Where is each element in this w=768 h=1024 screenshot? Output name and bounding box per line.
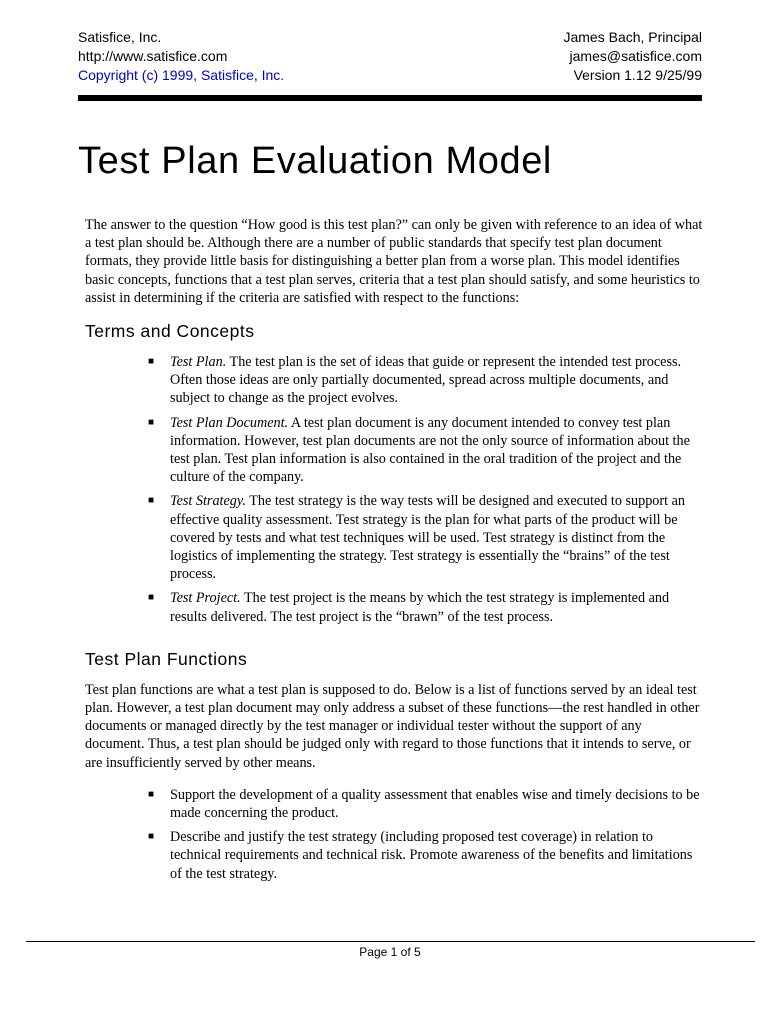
footer-divider bbox=[26, 941, 755, 942]
header-right-block bbox=[563, 28, 702, 85]
list-item bbox=[148, 786, 703, 822]
term-label: Test Plan Document. bbox=[170, 414, 289, 431]
document-title: Test Plan Evaluation Model bbox=[78, 140, 552, 182]
bullet-square-icon: ■ bbox=[148, 356, 155, 368]
section-heading-terms: Terms and Concepts bbox=[85, 321, 255, 342]
functions-intro-paragraph: Test plan functions are what a test plan is supposed to do. Below is a list of functions served by an ideal test plan. However, a test plan document may only address a subset of these functions—the rest handled in other documents or managed directly by the test manager or individual tester without the support of any document. Thus, a test plan should be judged only with regard to those functions that it intends to serve, or are insufficiently served by other means. bbox=[85, 681, 700, 771]
function-text: Describe and justify the test strategy (including proposed test coverage) in relation to technical requirements and technical risk. Promote awareness of the benefits and limitations of the test strategy. bbox=[170, 829, 693, 882]
term-definition: The test strategy is the way tests will be designed and executed to support an effective quality assessment. Test strategy is the plan for what parts of the product will be covered by tests and what test techniques will be used. Test strategy is distinct from the logistics of implementing the strategy. Test strategy is essentially the “brains” of the test process. bbox=[170, 493, 685, 583]
list-item bbox=[148, 589, 703, 625]
version-text: Version 1.12 9/25/99 bbox=[573, 67, 702, 83]
bullet-square-icon: ■ bbox=[148, 788, 155, 800]
company-name: Satisfice, Inc. bbox=[78, 29, 162, 45]
page-number: Page 1 of 5 bbox=[359, 945, 421, 959]
bullet-square-icon: ■ bbox=[148, 416, 155, 428]
list-item bbox=[148, 353, 703, 408]
copyright-link[interactable]: Copyright (c) 1999, Satisfice, Inc. bbox=[78, 67, 285, 83]
term-label: Test Project. bbox=[170, 590, 241, 607]
terms-list bbox=[85, 353, 703, 626]
term-label: Test Plan. bbox=[170, 354, 227, 371]
functions-list bbox=[85, 786, 703, 883]
bullet-square-icon: ■ bbox=[148, 495, 155, 507]
author-name: James Bach, Principal bbox=[563, 29, 702, 45]
page-header bbox=[78, 28, 702, 88]
intro-paragraph: The answer to the question “How good is this test plan?” can only be given with reference to an idea of what a test plan should be. Although there are a number of public standards that specify test plan document formats, they provide little basis for distinguishing a better plan from a worse plan. This model identifies basic concepts, functions that a test plan serves, criteria that a test plan should satisfy, and some heuristics to assist in determining if the criteria are satisfied with respect to the functions: bbox=[85, 217, 703, 306]
website-text: http://www.satisfice.com bbox=[78, 48, 228, 64]
function-text: Support the development of a quality assessment that enables wise and timely decisions to be made concerning the product. bbox=[170, 786, 700, 822]
term-definition: The test plan is the set of ideas that guide or represent the intended test process. Often those ideas are only partially documented, spread across multiple documents, and subject to change as the project evolves. bbox=[170, 354, 682, 407]
author-email: james@satisfice.com bbox=[569, 48, 702, 64]
list-item bbox=[148, 828, 703, 883]
list-item bbox=[148, 492, 703, 583]
header-left-block bbox=[78, 28, 284, 85]
bullet-square-icon: ■ bbox=[148, 831, 155, 843]
term-definition: A test plan document is any document intended to convey test plan information. However, test plan documents are not the only source of information about the test plan. Test plan information is also contained in the oral tradition of the project and the culture of the company. bbox=[170, 414, 690, 486]
list-item bbox=[148, 414, 703, 487]
document-body bbox=[85, 216, 703, 889]
bullet-square-icon: ■ bbox=[148, 592, 155, 604]
term-label: Test Strategy. bbox=[170, 493, 246, 510]
term-definition: The test project is the means by which the test strategy is implemented and results delivered. The test project is the “brawn” of the test process. bbox=[170, 590, 670, 625]
header-divider bbox=[78, 95, 702, 101]
section-heading-functions: Test Plan Functions bbox=[85, 648, 248, 669]
